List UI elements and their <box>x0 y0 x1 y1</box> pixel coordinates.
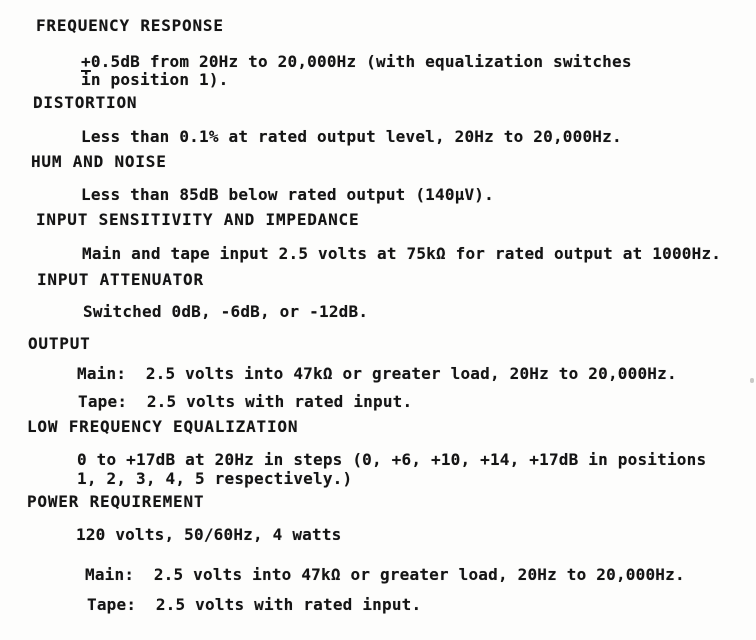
plus-minus-sign: + <box>81 52 91 71</box>
section-heading-distortion: DISTORTION <box>33 93 138 112</box>
spec-line: Tape: 2.5 volts with rated input. <box>87 595 422 614</box>
spec-line: Main: 2.5 volts into 47kΩ or greater load, 20Hz to 20,000Hz. <box>77 364 677 383</box>
spec-line: Switched 0dB, -6dB, or -12dB. <box>83 302 369 321</box>
spec-line: 120 volts, 50/60Hz, 4 watts <box>76 525 342 544</box>
spec-line: 0 to +17dB at 20Hz in steps (0, +6, +10, +14, +17dB in positions <box>77 450 707 469</box>
spec-line: Main: 2.5 volts into 47kΩ or greater load, 20Hz to 20,000Hz. <box>85 565 685 584</box>
spec-line: Less than 85dB below rated output (140μV). <box>81 185 494 204</box>
spec-line: 1, 2, 3, 4, 5 respectively.) <box>77 469 353 488</box>
spec-line-text: 0.5dB from 20Hz to 20,000Hz (with equalization switches <box>90 52 632 71</box>
section-heading-frequency-response: FREQUENCY RESPONSE <box>36 16 224 35</box>
section-heading-output: OUTPUT <box>28 334 91 353</box>
spec-line: Less than 0.1% at rated output level, 20Hz to 20,000Hz. <box>81 127 622 146</box>
section-heading-input-attenuator: INPUT ATTENUATOR <box>37 270 204 289</box>
spec-line: Tape: 2.5 volts with rated input. <box>78 392 413 411</box>
section-heading-power-requirement: POWER REQUIREMENT <box>27 492 205 511</box>
spec-line <box>81 54 632 70</box>
spec-line: Main and tape input 2.5 volts at 75kΩ for rated output at 1000Hz. <box>82 244 722 263</box>
section-heading-low-frequency-equalization: LOW FREQUENCY EQUALIZATION <box>27 417 299 436</box>
scan-speck <box>750 378 754 383</box>
section-heading-hum-and-noise: HUM AND NOISE <box>31 152 167 171</box>
spec-line: in position 1). <box>81 70 229 89</box>
section-heading-input-sensitivity: INPUT SENSITIVITY AND IMPEDANCE <box>36 210 360 229</box>
